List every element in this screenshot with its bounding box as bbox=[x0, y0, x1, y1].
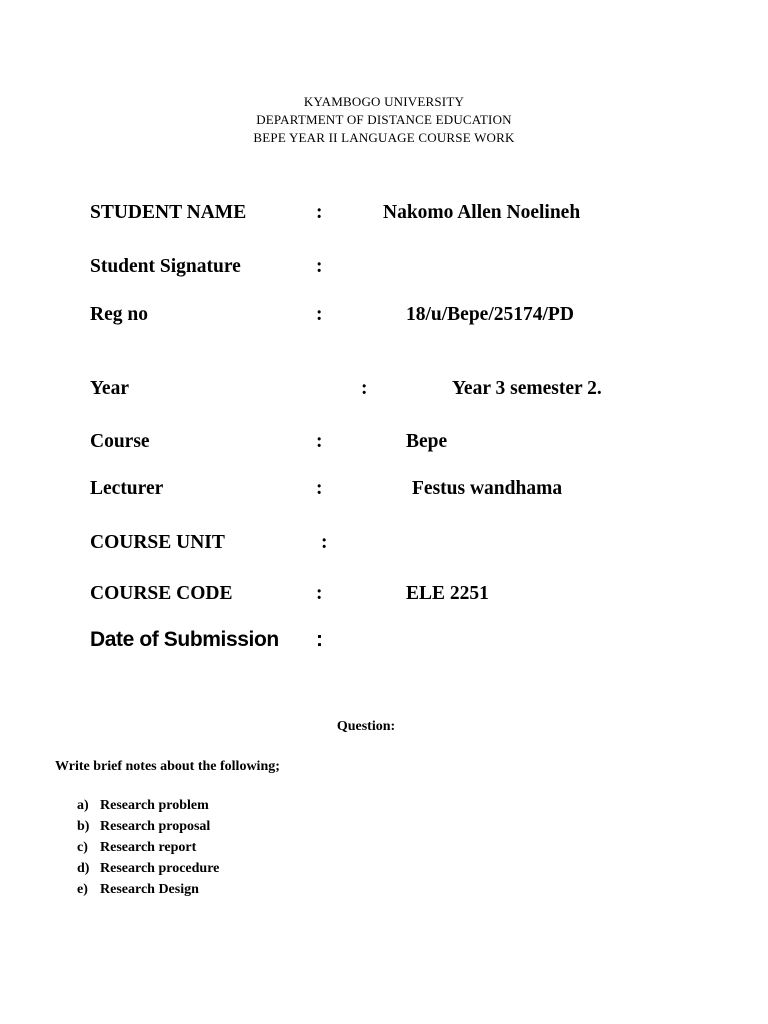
course-value: Bepe bbox=[406, 431, 448, 452]
course-unit-colon: : bbox=[321, 532, 328, 553]
course-work-title: BEPE YEAR II LANGUAGE COURSE WORK bbox=[253, 130, 515, 145]
list-item-text: Research procedure bbox=[100, 861, 220, 876]
year-colon: : bbox=[361, 378, 368, 399]
course-label: Course bbox=[90, 431, 150, 452]
list-item-marker: d) bbox=[77, 861, 90, 876]
reg-no-colon: : bbox=[316, 304, 323, 325]
course-code-colon: : bbox=[316, 583, 323, 604]
course-unit-label: COURSE UNIT bbox=[90, 532, 225, 553]
list-item bbox=[77, 858, 219, 879]
student-name-value: Nakomo Allen Noelineh bbox=[383, 202, 581, 223]
year-value: Year 3 semester 2. bbox=[452, 378, 602, 399]
list-item-text: Research report bbox=[100, 840, 197, 855]
lecturer-value: Festus wandhama bbox=[412, 478, 563, 499]
date-of-submission-colon: : bbox=[316, 628, 323, 651]
department-name: DEPARTMENT OF DISTANCE EDUCATION bbox=[256, 112, 512, 127]
student-name-label: STUDENT NAME bbox=[90, 202, 247, 223]
university-name: KYAMBOGO UNIVERSITY bbox=[303, 94, 465, 109]
list-item-marker: e) bbox=[77, 882, 88, 897]
list-item bbox=[77, 795, 219, 816]
lecturer-colon: : bbox=[316, 478, 323, 499]
list-item bbox=[77, 837, 219, 858]
list-item bbox=[77, 879, 219, 900]
list-item-text: Research problem bbox=[100, 798, 209, 813]
student-name-colon: : bbox=[316, 202, 323, 223]
course-code-value: ELE 2251 bbox=[406, 583, 489, 604]
question-title: Question: bbox=[336, 719, 396, 734]
question-list bbox=[77, 795, 219, 900]
list-item-marker: b) bbox=[77, 819, 90, 834]
reg-no-value: 18/u/Bepe/25174/PD bbox=[406, 304, 574, 325]
course-code-label: COURSE CODE bbox=[90, 583, 233, 604]
list-item-marker: c) bbox=[77, 840, 88, 855]
list-item-marker: a) bbox=[77, 798, 89, 813]
question-instruction: Write brief notes about the following; bbox=[55, 759, 280, 774]
list-item-text: Research proposal bbox=[100, 819, 211, 834]
lecturer-label: Lecturer bbox=[90, 478, 164, 499]
list-item bbox=[77, 816, 219, 837]
student-signature-colon: : bbox=[316, 256, 323, 277]
course-colon: : bbox=[316, 431, 323, 452]
year-label: Year bbox=[90, 378, 129, 399]
list-item-text: Research Design bbox=[100, 882, 199, 897]
student-signature-label: Student Signature bbox=[90, 256, 241, 277]
date-of-submission-label: Date of Submission bbox=[90, 628, 279, 651]
reg-no-label: Reg no bbox=[90, 304, 148, 325]
